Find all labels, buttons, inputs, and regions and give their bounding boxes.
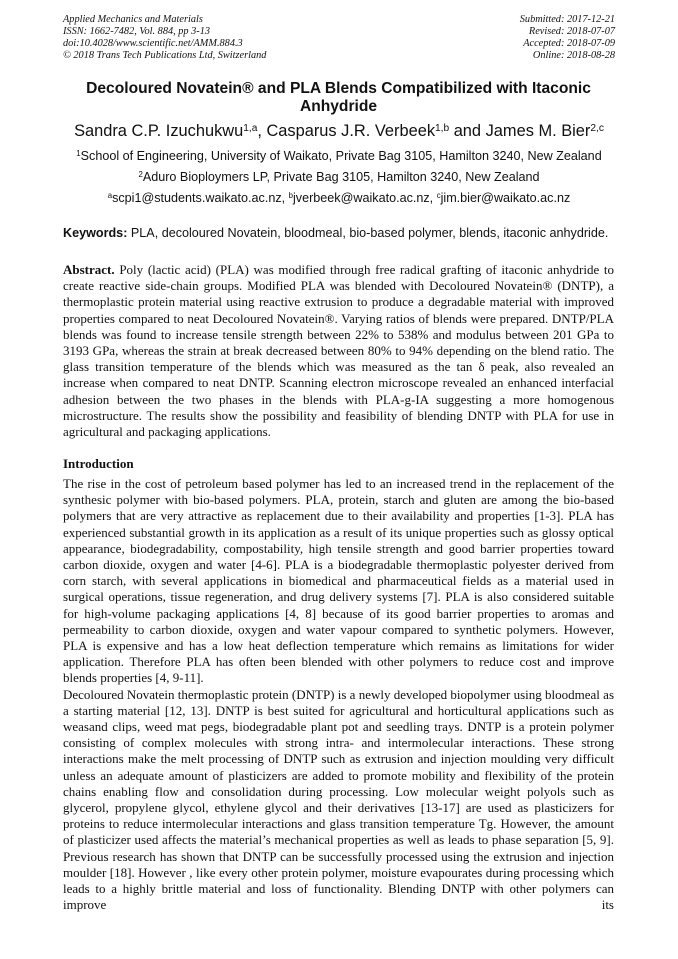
submitted-date: Submitted: 2017-12-21 [519, 14, 615, 25]
email-mark: c [436, 191, 441, 201]
abstract [63, 262, 614, 440]
author-emails [40, 191, 638, 205]
revised-date: Revised: 2018-07-07 [528, 26, 615, 37]
copyright: © 2018 Trans Tech Publications Ltd, Switzerland [63, 50, 267, 61]
author-name: Casparus J.R. Verbeek [266, 122, 436, 140]
keywords-text: PLA, decoloured Novatein, bloodmeal, bio-based polymer, blends, itaconic anhydride. [127, 226, 609, 240]
publication-dates [520, 14, 615, 62]
author-name: James M. Bier [485, 122, 591, 140]
issn-volume: ISSN: 1662-7482, Vol. 884, pp 3-13 [63, 26, 211, 37]
section-heading-introduction: Introduction [63, 456, 134, 471]
author-name: Sandra C.P. Izuchukwu [74, 122, 244, 140]
author-list [40, 122, 638, 141]
author-affiliation-mark: 1,a [243, 122, 258, 134]
author-affiliation-mark: 2,c [590, 122, 604, 134]
paper-title: Decoloured Novatein® and PLA Blends Compatibilized with Itaconic Anhydride [86, 80, 591, 115]
accepted-date: Accepted: 2018-07-09 [523, 38, 615, 49]
abstract-text: Poly (lactic acid) (PLA) was modified through free radical grafting of itaconic anhydride to create reactive side-chain groups. Modified PLA was blended with Decoloured Novatein® (DNTP), a thermoplastic protein material using reactive extrusion to produce a degradable material with improved properties compared to neat Decoloured Novatein®. Varying ratios of blends were prepared. DNTP/PLA blends was found to increase tensile strength between 22% to 538% and modulus between 201 GPa to 3193 GPa, whereas the strain at break decreased between 80% to 94% depending on the blend ratio. The glass transition temperature of the blends which was measured as the tan δ peak, also revealed an increase when compared to neat DNTP. Scanning electron microscope revealed an enhanced interfacial adhesion between the two phases in the blends with PLA-g-IA suggesting a more homogenous microstructure. The results show the possibility and feasibility of blending DNTP with PLA for use in agricultural and packaging applications. [63, 262, 614, 440]
online-date: Online: 2018-08-28 [532, 50, 615, 61]
email-mark: b [288, 191, 293, 201]
affiliation-text: School of Engineering, University of Waikato, Private Bag 3105, Hamilton 3240, New Zealand [80, 149, 602, 163]
keywords [63, 226, 608, 240]
paragraph: Decoloured Novatein thermoplastic protein (DNTP) is a newly developed biopolymer using bloodmeal as a starting material [12, 13]. DNTP is best suited for agricultural and horticultural applications such as weasand clips, weed mat pegs, biodegradable plant pot and seedling trays. DNTP is a protein polymer consisting of complex molecules with strong intra- and intermolecular interactions. These strong interactions make the melt processing of DNTP such as extrusion and injection moulding very difficult unless an adequate amount of plasticizers are added to promote mobility and flexibility of the protein chains enabling flow and consolidation during processing. Low molecular weight polyols such as glycerol, propylene glycol, ethylene glycol and their derivatives [13-17] are used as plasticizers for proteins to reduce intermolecular interactions and glass transition temperature Tg. However, the amount of plasticizer used affects the material’s mechanical properties as well as leads to phase separation [5, 9]. Previous research has shown that DNTP can be successfully processed using the extrusion and injection moulder [18]. However , like every other protein polymer, moisture evapourates during processing which leads to a highly brittle material and loss of functionality. Blending DNTP with other polymers can improve its [63, 686, 614, 913]
journal-name: Applied Mechanics and Materials [63, 14, 203, 25]
abstract-label: Abstract. [63, 262, 115, 277]
doi: doi:10.4028/www.scientific.net/AMM.884.3 [63, 38, 243, 49]
affiliation-mark: 1 [76, 149, 81, 159]
affiliation [40, 149, 638, 163]
journal-info [63, 14, 266, 62]
affiliation [40, 170, 638, 184]
paragraph: The rise in the cost of petroleum based polymer has led to an increased trend in the replacement of the synthesic polymer with bio-based polymers. PLA, protein, starch and gluten are among the bio-based polymers that are very attractive as replacement due to their availability and properties [1-3]. PLA has experienced substantial growth in its application as a result of its unique properties such as glossy optical appearance, biodegradability, compostability, high tensile strength and good barrier properties toward carbon dioxide, oxygen and water [4-6]. PLA is a biodegradable thermoplastic polyester derived from corn starch, with several applications in biomedical and pharmaceutical fields as a material used in surgical operations, tissue regeneration, and drug delivery systems [7]. PLA is also considered suitable for high-volume packaging applications [4, 8] because of its good barrier properties to aromas and permeability to carbon dioxide, oxygen and water vapour compared to synthetic polymers. However, PLA is expensive and has a low heat deflection temperature which remains as limitations for wider application. Therefore PLA has often been blended with other polymers to reduce cost and improve blends properties [4, 9-11]. [63, 476, 614, 686]
email: scpi1@students.waikato.ac.nz, [112, 191, 289, 205]
author-affiliation-mark: 1,b [435, 122, 450, 134]
affiliation-mark: 2 [138, 170, 143, 180]
affiliation-text: Aduro Bioploymers LP, Private Bag 3105, Hamilton 3240, New Zealand [142, 170, 540, 184]
email-mark: a [107, 191, 113, 201]
email: jverbeek@waikato.ac.nz, [293, 191, 437, 205]
introduction-body [63, 476, 614, 913]
author-separator: and [449, 122, 486, 140]
email: jim.bier@waikato.ac.nz [440, 191, 571, 205]
author-separator: , [257, 122, 267, 140]
keywords-label: Keywords: [63, 226, 128, 240]
